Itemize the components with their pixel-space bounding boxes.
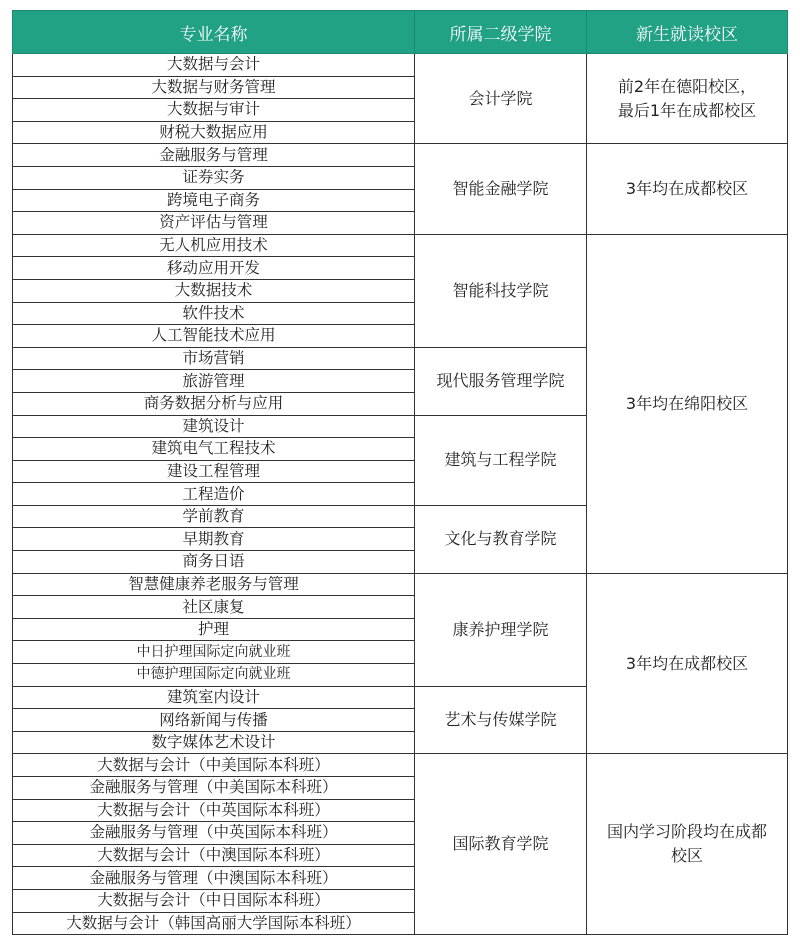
- campus-line: 3年均在绵阳校区: [625, 393, 749, 413]
- campus-line: 3年均在成都校区: [625, 179, 749, 199]
- college-name: 艺术与传媒学院: [415, 686, 587, 754]
- major-name: 早期教育: [13, 528, 415, 551]
- college-name: 康养护理学院: [415, 573, 587, 686]
- major-name: 软件技术: [13, 302, 415, 325]
- table-row: [13, 754, 788, 777]
- major-name: 证券实务: [13, 166, 415, 189]
- major-name: 金融服务与管理（中澳国际本科班）: [13, 867, 415, 890]
- table-row: [13, 234, 788, 257]
- major-name: 网络新闻与传播: [13, 709, 415, 732]
- campus-line: 前2年在德阳校区，: [617, 76, 757, 96]
- major-name: 市场营销: [13, 347, 415, 370]
- major-name: 金融服务与管理（中美国际本科班）: [13, 777, 415, 800]
- campus-cell: [587, 54, 788, 144]
- header-row: [13, 11, 788, 54]
- major-name: 中日护理国际定向就业班: [13, 641, 415, 664]
- campus-line: 校区: [670, 846, 703, 866]
- campus-cell: [587, 234, 788, 573]
- major-name: 大数据与会计（中美国际本科班）: [13, 754, 415, 777]
- college-name: 现代服务管理学院: [415, 347, 587, 415]
- major-name: 数字媒体艺术设计: [13, 731, 415, 754]
- major-name: 旅游管理: [13, 370, 415, 393]
- campus-cell: [587, 754, 788, 935]
- major-name: 跨境电子商务: [13, 189, 415, 212]
- major-name: 建筑电气工程技术: [13, 438, 415, 461]
- major-name: 财税大数据应用: [13, 121, 415, 144]
- majors-table: [12, 10, 788, 935]
- campus-line: 3年均在成都校区: [625, 653, 749, 673]
- major-name: 护理: [13, 618, 415, 641]
- major-name: 大数据技术: [13, 279, 415, 302]
- campus-line: 国内学习阶段均在成都: [606, 822, 767, 842]
- major-name: 大数据与财务管理: [13, 76, 415, 99]
- major-name: 资产评估与管理: [13, 212, 415, 235]
- college-name: 会计学院: [415, 54, 587, 144]
- table-body: [13, 54, 788, 935]
- major-name: 商务数据分析与应用: [13, 392, 415, 415]
- major-name: 社区康复: [13, 596, 415, 619]
- college-name: 智能科技学院: [415, 234, 587, 347]
- major-name: 金融服务与管理（中英国际本科班）: [13, 822, 415, 845]
- major-name: 移动应用开发: [13, 257, 415, 280]
- major-name: 大数据与会计（中英国际本科班）: [13, 799, 415, 822]
- major-name: 大数据与会计（中澳国际本科班）: [13, 844, 415, 867]
- campus-cell: [587, 573, 788, 754]
- major-name: 商务日语: [13, 551, 415, 574]
- header-college: 所属二级学院: [415, 11, 587, 54]
- campus-line: 最后1年在成都校区: [617, 100, 757, 120]
- table-row: [13, 54, 788, 77]
- major-name: 人工智能技术应用: [13, 325, 415, 348]
- college-name: 建筑与工程学院: [415, 415, 587, 505]
- major-name: 金融服务与管理: [13, 144, 415, 167]
- header-major: 专业名称: [13, 11, 415, 54]
- major-name: 工程造价: [13, 483, 415, 506]
- major-name: 建设工程管理: [13, 460, 415, 483]
- major-name: 无人机应用技术: [13, 234, 415, 257]
- major-name: 大数据与会计（中日国际本科班）: [13, 889, 415, 912]
- header-campus: 新生就读校区: [587, 11, 788, 54]
- major-name: 大数据与审计: [13, 99, 415, 122]
- major-name: 建筑设计: [13, 415, 415, 438]
- major-name: 大数据与会计: [13, 54, 415, 77]
- campus-cell: [587, 144, 788, 234]
- college-name: 文化与教育学院: [415, 505, 587, 573]
- college-name: 国际教育学院: [415, 754, 587, 935]
- table-row: [13, 144, 788, 167]
- table-row: [13, 573, 788, 596]
- college-name: 智能金融学院: [415, 144, 587, 234]
- major-name: 大数据与会计（韩国高丽大学国际本科班）: [13, 912, 415, 935]
- major-name: 中德护理国际定向就业班: [13, 664, 415, 687]
- major-name: 学前教育: [13, 505, 415, 528]
- major-name: 建筑室内设计: [13, 686, 415, 709]
- major-name: 智慧健康养老服务与管理: [13, 573, 415, 596]
